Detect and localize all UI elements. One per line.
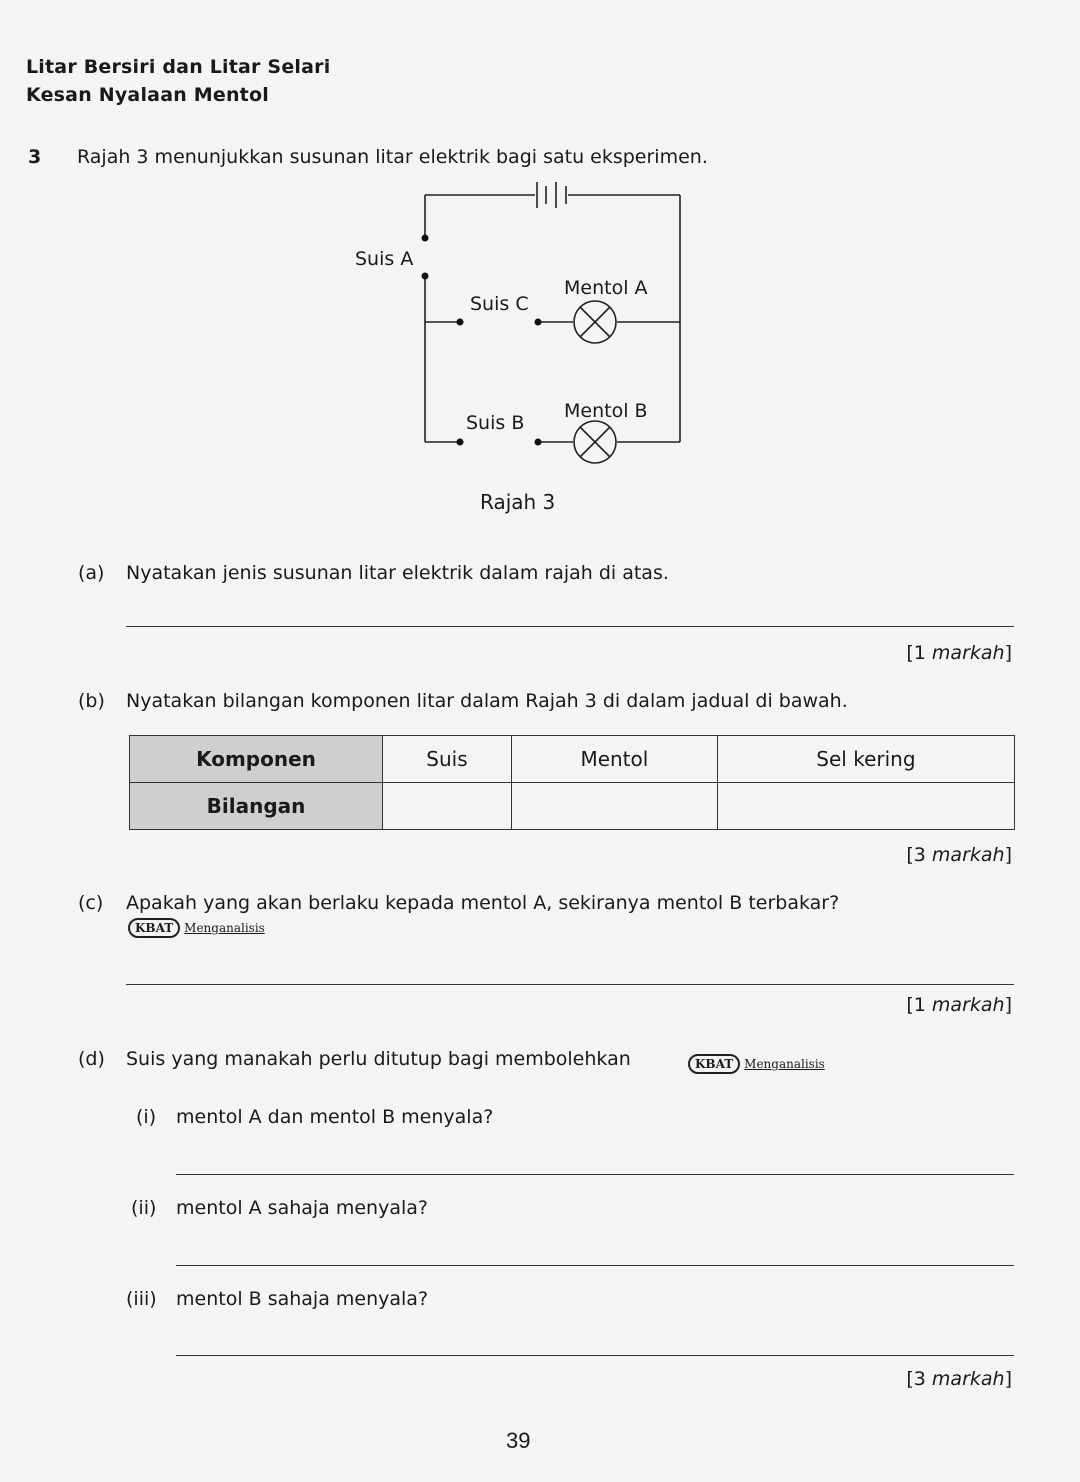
label-suis-c: Suis C bbox=[470, 293, 529, 315]
part-b-text: Nyatakan bilangan komponen litar dalam Rajah 3 di dalam jadual di bawah. bbox=[126, 690, 848, 712]
answer-cell-mentol[interactable] bbox=[511, 783, 717, 830]
part-a-answer-line[interactable] bbox=[126, 626, 1014, 627]
kbat-level: Menganalisis bbox=[744, 1057, 825, 1071]
question-stem: Rajah 3 menunjukkan susunan litar elektrik bagi satu eksperimen. bbox=[77, 146, 708, 168]
part-c-kbat bbox=[128, 918, 265, 938]
label-mentol-b: Mentol B bbox=[564, 400, 648, 422]
table-cell-suis: Suis bbox=[383, 736, 512, 783]
table-cell-mentol: Mentol bbox=[511, 736, 717, 783]
label-mentol-a: Mentol A bbox=[564, 277, 648, 299]
switch-c-terminal-left bbox=[457, 319, 464, 326]
part-b-label: (b) bbox=[78, 690, 105, 712]
kbat-badge: KBAT bbox=[688, 1054, 740, 1074]
diagram-caption: Rajah 3 bbox=[480, 490, 556, 514]
bulb-b-icon bbox=[574, 421, 616, 463]
part-d-i-label: (i) bbox=[136, 1106, 157, 1128]
answer-cell-suis[interactable] bbox=[383, 783, 512, 830]
switch-b-terminal-right bbox=[535, 439, 542, 446]
table-cell-sel-kering: Sel kering bbox=[717, 736, 1014, 783]
table-header-bilangan: Bilangan bbox=[130, 783, 383, 830]
part-d-iii-answer-line[interactable] bbox=[176, 1355, 1014, 1356]
part-a-marks: [1 markah] bbox=[906, 642, 1012, 664]
question-number: 3 bbox=[28, 146, 42, 168]
part-c-text: Apakah yang akan berlaku kepada mentol A, sekiranya mentol B terbakar? bbox=[126, 892, 840, 914]
part-c-marks: [1 markah] bbox=[906, 994, 1012, 1016]
page-number: 39 bbox=[506, 1428, 531, 1453]
part-d-text: Suis yang manakah perlu ditutup bagi membolehkan bbox=[126, 1048, 631, 1070]
bulb-a-icon bbox=[574, 301, 616, 343]
component-table bbox=[129, 735, 1015, 830]
section-title: Litar Bersiri dan Litar Selari bbox=[26, 56, 331, 78]
kbat-level: Menganalisis bbox=[184, 921, 265, 935]
part-d-marks: [3 markah] bbox=[906, 1368, 1012, 1390]
part-a-text: Nyatakan jenis susunan litar elektrik dalam rajah di atas. bbox=[126, 562, 669, 584]
part-a-label: (a) bbox=[78, 562, 105, 584]
part-b-marks: [3 markah] bbox=[906, 844, 1012, 866]
label-suis-a: Suis A bbox=[355, 248, 414, 270]
battery-icon bbox=[537, 182, 566, 208]
section-subtitle: Kesan Nyalaan Mentol bbox=[26, 84, 269, 106]
part-d-i-answer-line[interactable] bbox=[176, 1174, 1014, 1175]
part-d-ii-answer-line[interactable] bbox=[176, 1265, 1014, 1266]
table-row bbox=[130, 736, 1015, 783]
part-d-i-text: mentol A dan mentol B menyala? bbox=[176, 1106, 494, 1128]
part-d-ii-text: mentol A sahaja menyala? bbox=[176, 1197, 428, 1219]
part-d-iii-label: (iii) bbox=[126, 1288, 157, 1310]
switch-b-terminal-left bbox=[457, 439, 464, 446]
answer-cell-sel-kering[interactable] bbox=[717, 783, 1014, 830]
switch-a-terminal-bottom bbox=[422, 273, 429, 280]
table-row bbox=[130, 783, 1015, 830]
switch-a-terminal-top bbox=[422, 235, 429, 242]
part-d-iii-text: mentol B sahaja menyala? bbox=[176, 1288, 429, 1310]
kbat-badge: KBAT bbox=[128, 918, 180, 938]
table-header-komponen: Komponen bbox=[130, 736, 383, 783]
part-d-ii-label: (ii) bbox=[131, 1197, 157, 1219]
part-d-label: (d) bbox=[78, 1048, 105, 1070]
label-suis-b: Suis B bbox=[466, 412, 525, 434]
part-c-answer-line[interactable] bbox=[126, 984, 1014, 985]
part-d-kbat bbox=[688, 1054, 825, 1074]
switch-c-terminal-right bbox=[535, 319, 542, 326]
part-c-label: (c) bbox=[78, 892, 104, 914]
